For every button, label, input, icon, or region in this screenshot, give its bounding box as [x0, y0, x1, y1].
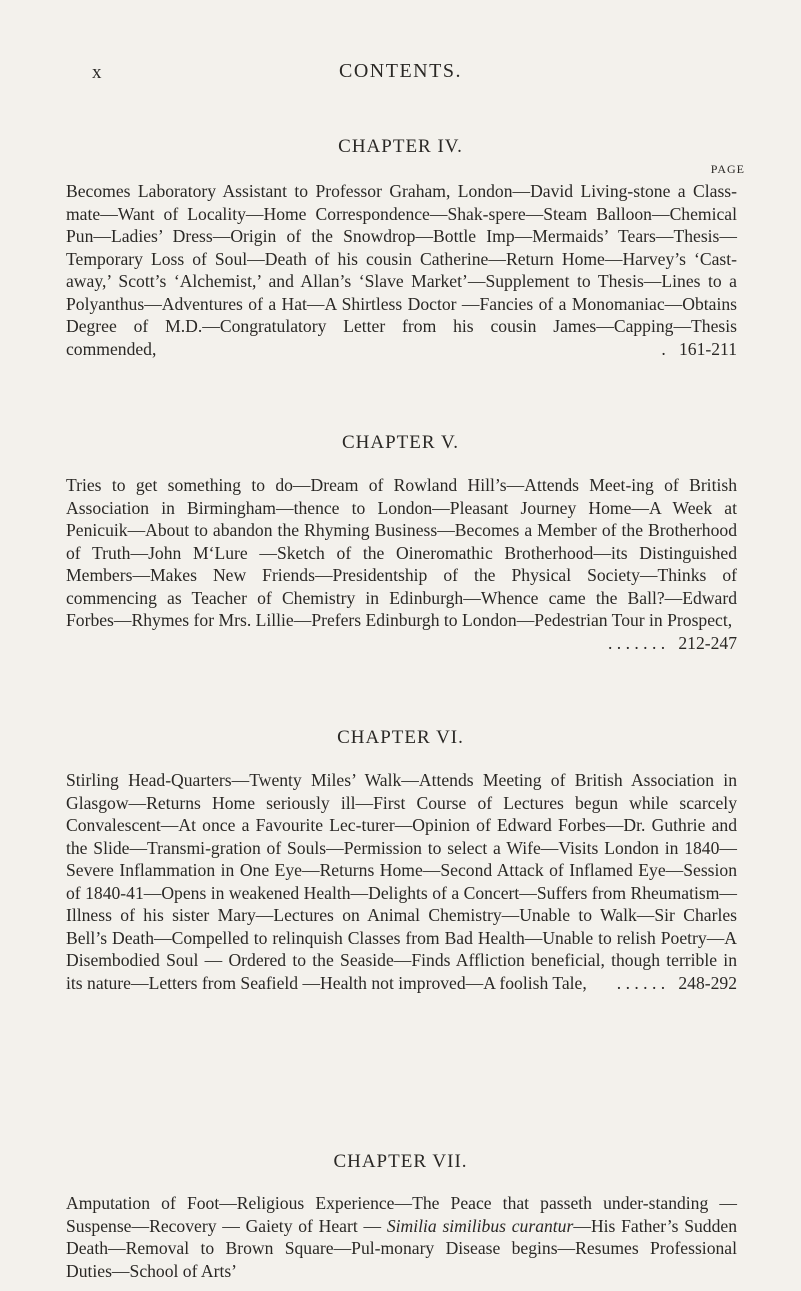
page-range: [617, 972, 737, 995]
page-range: [661, 338, 737, 361]
chapter-summary: [66, 1192, 737, 1282]
chapter-summary: [66, 474, 737, 654]
running-head-title: CONTENTS.: [339, 60, 462, 82]
page-range: [608, 632, 737, 655]
chapter-summary-text: Amputation of Foot—Religious Experience—The Peace that passeth under-standing — Suspense—Recovery — Gaiety of Heart —: [66, 1193, 737, 1236]
page-column-label: PAGE: [710, 162, 745, 176]
chapter-summary-text: Becomes Laboratory Assistant to Professor Graham, London—David Living-stone a Class-mate—Want of Locality—Home Correspondence—Shak-spere—Steam Balloon—Chemical Pun—Ladies’ Dress—Origin of the Snowdrop—Bottle Imp—Mermaids’ Tears—Thesis—Temporary Loss of Soul—Death of his cousin Catherine—Return Home—Harvey’s ‘Cast-away,’ Scott’s ‘Alchemist,’ and Allan’s ‘Slave Market’—Supplement to Thesis—Lines to a Polyanthus—Adventures of a Hat—A Shirtless Doctor —Fancies of a Monomaniac—Obtains Degree of M.D.—Congratulatory Letter from his cousin James—Capping—Thesis commended,: [66, 181, 737, 359]
page-range-value: 212-247: [678, 632, 737, 653]
chapter-heading: CHAPTER VI.: [337, 727, 464, 748]
chapter-summary-text: Tries to get something to do—Dream of Rowland Hill’s—Attends Meet-ing of British Association in Birmingham—thence to London—Pleasant Journey Home—A Week at Penicuik—About to abandon the Rhyming Business—Becomes a Member of the Brotherhood of Truth—John M‘Lure —Sketch of the Oineromathic Brotherhood—its Distinguished Members—Makes New Friends—Presidentship of the Physical Society—Thinks of commencing as Teacher of Chemistry in Edinburgh—Whence came the Ball?—Edward Forbes—Rhymes for Mrs. Lillie—Prefers Edinburgh to London—Pedestrian Tour in Prospect,: [66, 475, 737, 630]
page-range-value: 248-292: [678, 972, 737, 993]
chapter-summary-text: Stirling Head-Quarters—Twenty Miles’ Walk—Attends Meeting of British Association in Glasgow—Returns Home seriously ill—First Course of Lectures begun while scarcely Convalescent—At once a Favourite Lec-turer—Opinion of Edward Forbes—Dr. Guthrie and the Slide—Transmi-gration of Souls—Permission to select a Wife—Visits London in 1840—Severe Inflammation in One Eye—Returns Home—Second Attack of Inflamed Eye—Session of 1840-41—Opens in weakened Health—Delights of a Concert—Suffers from Rheumatism—Illness of his sister Mary—Lectures on Animal Chemistry—Unable to Walk—Sir Charles Bell’s Death—Compelled to relinquish Classes from Bad Health—Unable to relish Poetry—A Disembodied Soul — Ordered to the Seaside—Finds Affliction beneficial, though terrible in its nature—Letters from Seafield —Health not improved—A foolish Tale,: [66, 770, 737, 993]
chapter-heading: CHAPTER IV.: [338, 136, 463, 157]
chapter-summary: [66, 769, 737, 994]
running-head: [0, 60, 801, 90]
chapter-heading: CHAPTER V.: [342, 432, 459, 453]
page-folio: x: [92, 62, 103, 83]
page-range-value: 161-211: [679, 338, 737, 359]
chapter-summary-continued: —His Father’s Sudden Death—Removal to Brown Square—Pul-monary Disease begins—Resumes Professional Duties—School of Arts’: [66, 1215, 738, 1281]
chapter-heading: CHAPTER VII.: [333, 1151, 468, 1172]
dot-leader: .: [661, 338, 666, 359]
chapter-summary: [66, 180, 737, 360]
dot-leader: . . . . . . .: [607, 632, 666, 653]
dot-leader: . . . . . .: [616, 972, 666, 993]
latin-motto: Similia similibus curantur: [386, 1215, 574, 1236]
